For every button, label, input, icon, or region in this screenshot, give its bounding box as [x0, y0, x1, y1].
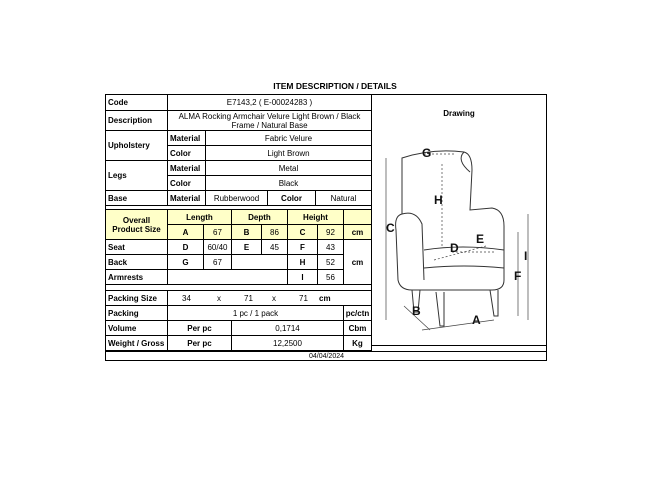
- base-color-label: Color: [268, 191, 316, 206]
- volume-value: 0,1714: [232, 321, 344, 336]
- back-label: Back: [106, 255, 168, 270]
- dim-a-value: 67: [204, 225, 232, 240]
- sheet-title: ITEM DESCRIPTION / DETAILS: [273, 81, 397, 91]
- upholstery-material-value: Fabric Velure: [206, 131, 372, 146]
- packing-size-v1: 34: [182, 293, 191, 303]
- upholstery-color-value: Light Brown: [206, 146, 372, 161]
- armrests-unit-blank: [344, 270, 372, 285]
- base-material-label: Material: [168, 191, 206, 206]
- footer-date: 04/04/2024: [106, 351, 547, 361]
- dim-c-letter: C: [288, 225, 318, 240]
- length-header: Length: [168, 210, 232, 225]
- depth-header: Depth: [232, 210, 288, 225]
- dim-f-letter: F: [288, 240, 318, 255]
- packing-value: 1 pc / 1 pack: [168, 306, 344, 321]
- legs-color-label: Color: [168, 176, 206, 191]
- packing-unit: pc/ctn: [344, 306, 372, 321]
- dim-c-value: 92: [318, 225, 344, 240]
- drawing-letter-d: D: [450, 241, 459, 255]
- legs-material-label: Material: [168, 161, 206, 176]
- packing-size-v3: 71: [299, 293, 308, 303]
- dim-b-value: 86: [262, 225, 288, 240]
- weight-label: Weight / Gross: [106, 336, 168, 351]
- packing-size-values: [168, 291, 372, 306]
- overall-header-blank: [344, 210, 372, 225]
- dim-g-value: 67: [204, 255, 232, 270]
- dim-h-letter: H: [288, 255, 318, 270]
- seat-label: Seat: [106, 240, 168, 255]
- packing-size-unit: cm: [319, 293, 331, 303]
- drawing-letter-i: I: [524, 249, 528, 263]
- packing-size-x2: x: [272, 293, 276, 303]
- upholstery-material-label: Material: [168, 131, 206, 146]
- drawing-letter-g: G: [422, 146, 432, 160]
- weight-unit: Kg: [344, 336, 372, 351]
- armchair-drawing: [372, 130, 538, 338]
- base-material-value: Rubberwood: [206, 191, 268, 206]
- packing-size-x1: x: [217, 293, 221, 303]
- description-label: Description: [106, 111, 168, 131]
- dim-i-letter: I: [288, 270, 318, 285]
- dim-d-letter: D: [168, 240, 204, 255]
- dim-a-letter: A: [168, 225, 204, 240]
- legs-material-value: Metal: [206, 161, 372, 176]
- volume-per: Per pc: [168, 321, 232, 336]
- drawing-label: Drawing: [372, 95, 547, 131]
- back-blank: [232, 255, 288, 270]
- dim-i-value: 56: [318, 270, 344, 285]
- dim-d-value: 60/40: [204, 240, 232, 255]
- base-color-value: Natural: [316, 191, 372, 206]
- overall-unit: cm: [344, 225, 372, 240]
- packing-label: Packing: [106, 306, 168, 321]
- packing-size-v2: 71: [244, 293, 253, 303]
- armrests-label: Armrests: [106, 270, 168, 285]
- seat-unit-blank: [344, 240, 372, 255]
- packing-size-label: Packing Size: [106, 291, 168, 306]
- drawing-letter-e: E: [476, 232, 485, 246]
- weight-per: Per pc: [168, 336, 232, 351]
- dim-e-letter: E: [232, 240, 262, 255]
- dim-e-value: 45: [262, 240, 288, 255]
- upholstery-color-label: Color: [168, 146, 206, 161]
- dim-b-letter: B: [232, 225, 262, 240]
- upholstery-label: Upholstery: [106, 131, 168, 161]
- volume-unit: Cbm: [344, 321, 372, 336]
- drawing-letter-h: H: [434, 193, 443, 207]
- code-value: E7143,2 ( E-00024283 ): [168, 95, 372, 111]
- legs-label: Legs: [106, 161, 168, 191]
- code-label: Code: [106, 95, 168, 111]
- drawing-letter-a: A: [472, 313, 481, 327]
- base-label: Base: [106, 191, 168, 206]
- height-header: Height: [288, 210, 344, 225]
- drawing-letter-c: C: [386, 221, 395, 235]
- legs-color-value: Black: [206, 176, 372, 191]
- back-unit: cm: [344, 255, 372, 270]
- drawing-letter-b: B: [412, 304, 421, 318]
- volume-label: Volume: [106, 321, 168, 336]
- weight-value: 12,2500: [232, 336, 344, 351]
- dim-g-letter: G: [168, 255, 204, 270]
- overall-size-label: Overall Product Size: [106, 210, 168, 240]
- dim-f-value: 43: [318, 240, 344, 255]
- dim-h-value: 52: [318, 255, 344, 270]
- armrests-blank: [168, 270, 288, 285]
- description-value: ALMA Rocking Armchair Velure Light Brown / Black Frame / Natural Base: [168, 111, 372, 131]
- drawing-letter-f: F: [514, 269, 522, 283]
